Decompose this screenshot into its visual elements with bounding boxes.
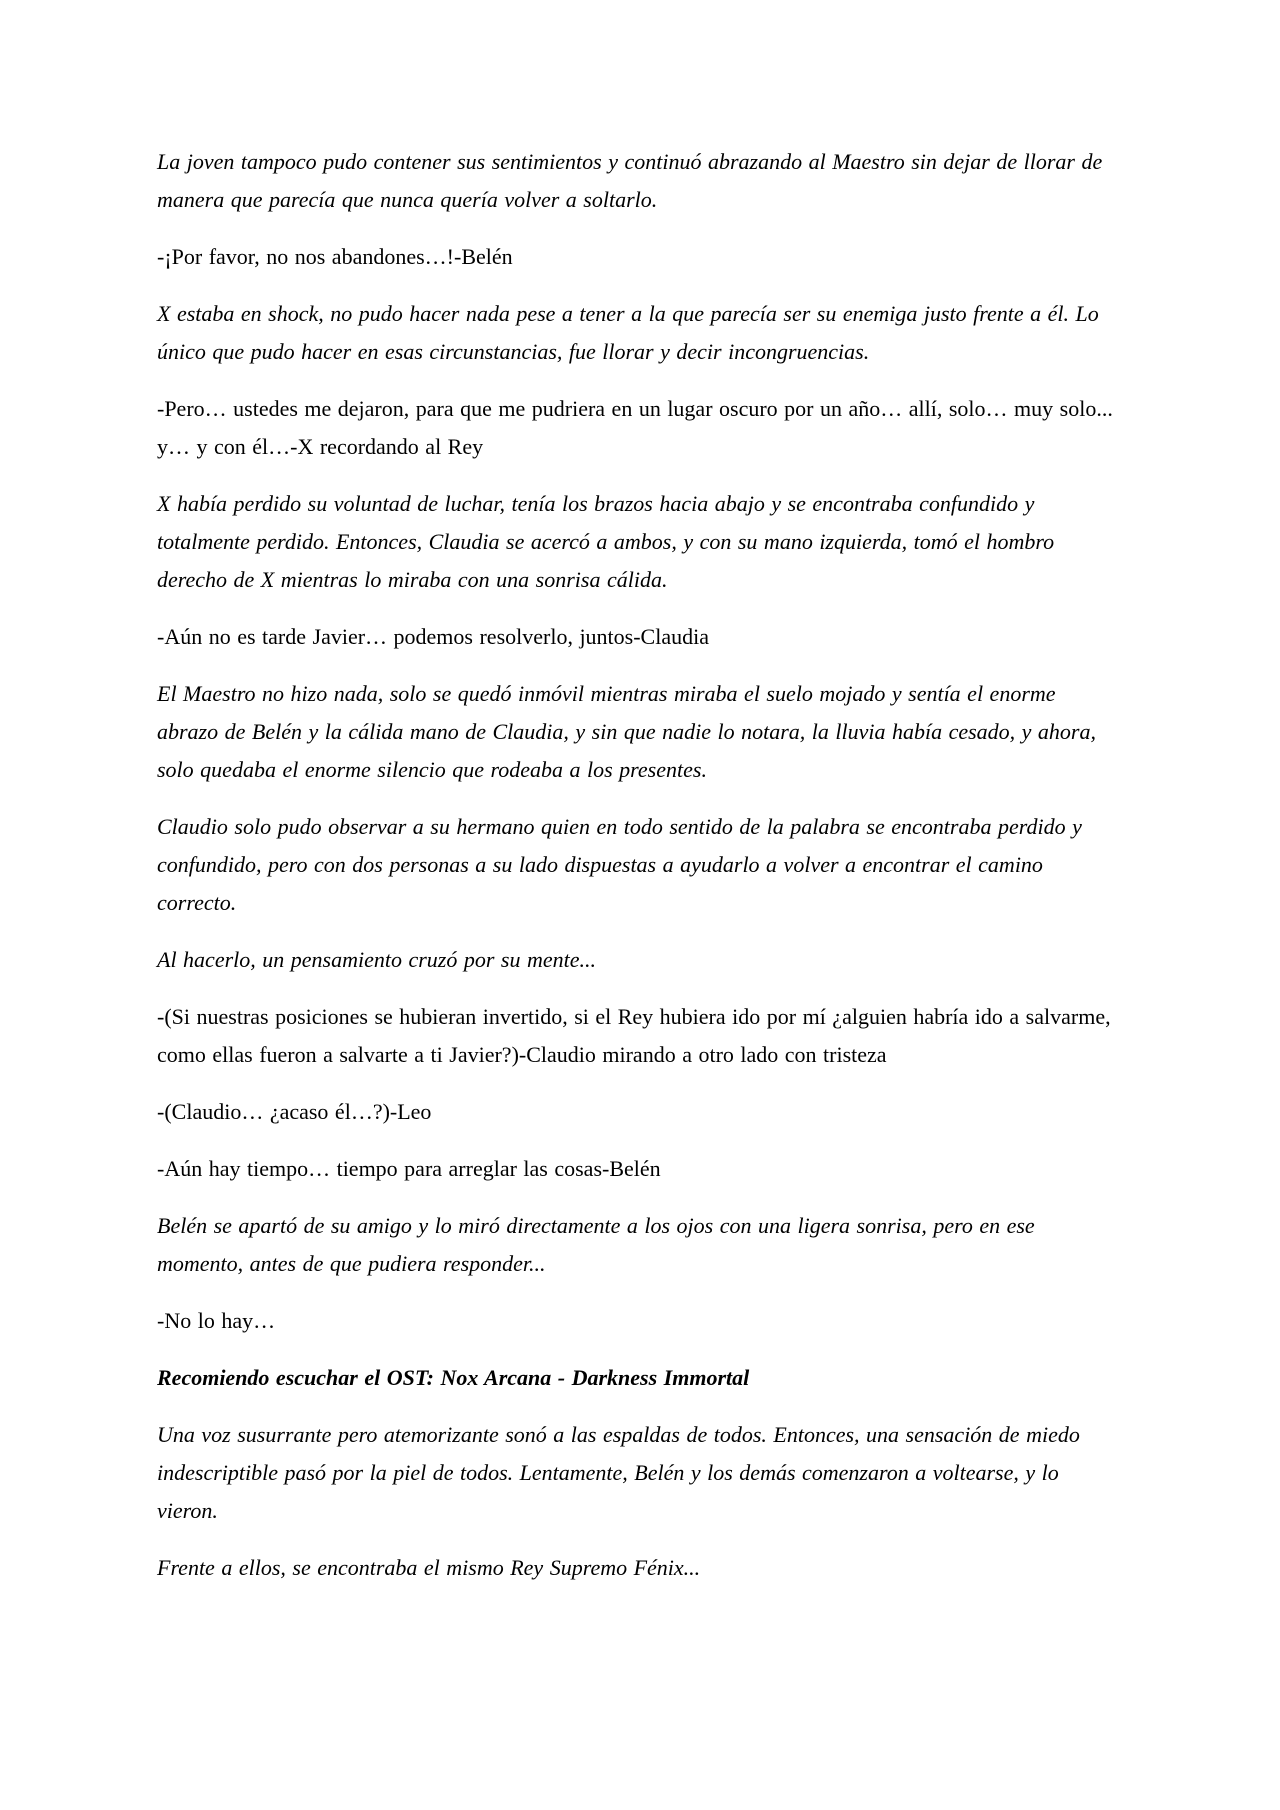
paragraph: El Maestro no hizo nada, solo se quedó inmóvil mientras miraba el suelo mojado y sentía el enorme abrazo de Belén y la cálida mano de Claudia, y sin que nadie lo notara, la lluvia había cesado, y ahora, solo quedaba el enorme silencio que rodeaba a los presentes. xyxy=(157,681,1096,782)
paragraph: Belén se apartó de su amigo y lo miró directamente a los ojos con una ligera sonrisa, pero en ese momento, antes de que pudiera responder... xyxy=(157,1213,1035,1276)
paragraph: -No lo hay… xyxy=(157,1308,276,1333)
paragraph: Claudio solo pudo observar a su hermano quien en todo sentido de la palabra se encontraba perdido y confundido, pero con dos personas a su lado dispuestas a ayudarlo a volver a encontrar el camino correcto. xyxy=(157,814,1082,915)
paragraph: Una voz susurrante pero atemorizante sonó a las espaldas de todos. Entonces, una sensación de miedo indescriptible pasó por la piel de todos. Lentamente, Belén y los demás comenzaron a voltearse, y lo vieron. xyxy=(157,1422,1080,1523)
paragraph: Recomiendo escuchar el OST: Nox Arcana - Darkness Immortal xyxy=(157,1365,750,1390)
paragraph: X estaba en shock, no pudo hacer nada pese a tener a la que parecía ser su enemiga justo frente a él. Lo único que pudo hacer en esas circunstancias, fue llorar y decir incongruencias. xyxy=(157,301,1099,364)
paragraph: -(Si nuestras posiciones se hubieran invertido, si el Rey hubiera ido por mí ¿alguien habría ido a salvarme, como ellas fueron a salvarte a ti Javier?)-Claudio mirando a otro lado con tristeza xyxy=(157,1004,1111,1067)
paragraph: -¡Por favor, no nos abandones…!-Belén xyxy=(157,244,513,269)
paragraph: -(Claudio… ¿acaso él…?)-Leo xyxy=(157,1099,432,1124)
paragraph: La joven tampoco pudo contener sus sentimientos y continuó abrazando al Maestro sin dejar de llorar de manera que parecía que nunca quería volver a soltarlo. xyxy=(157,149,1103,212)
paragraph: Frente a ellos, se encontraba el mismo Rey Supremo Fénix... xyxy=(157,1555,701,1580)
paragraph: X había perdido su voluntad de luchar, tenía los brazos hacia abajo y se encontraba confundido y totalmente perdido. Entonces, Claudia se acercó a ambos, y con su mano izquierda, tomó el hombro derecho de X mientras lo miraba con una sonrisa cálida. xyxy=(157,491,1055,592)
paragraph: -Aún hay tiempo… tiempo para arreglar las cosas-Belén xyxy=(157,1156,661,1181)
paragraph: Al hacerlo, un pensamiento cruzó por su mente... xyxy=(157,947,596,972)
paragraph: -Pero… ustedes me dejaron, para que me pudriera en un lugar oscuro por un año… allí, solo… muy solo... y… y con él…-X recordando al Rey xyxy=(157,396,1113,459)
paragraph: -Aún no es tarde Javier… podemos resolverlo, juntos-Claudia xyxy=(157,624,709,649)
